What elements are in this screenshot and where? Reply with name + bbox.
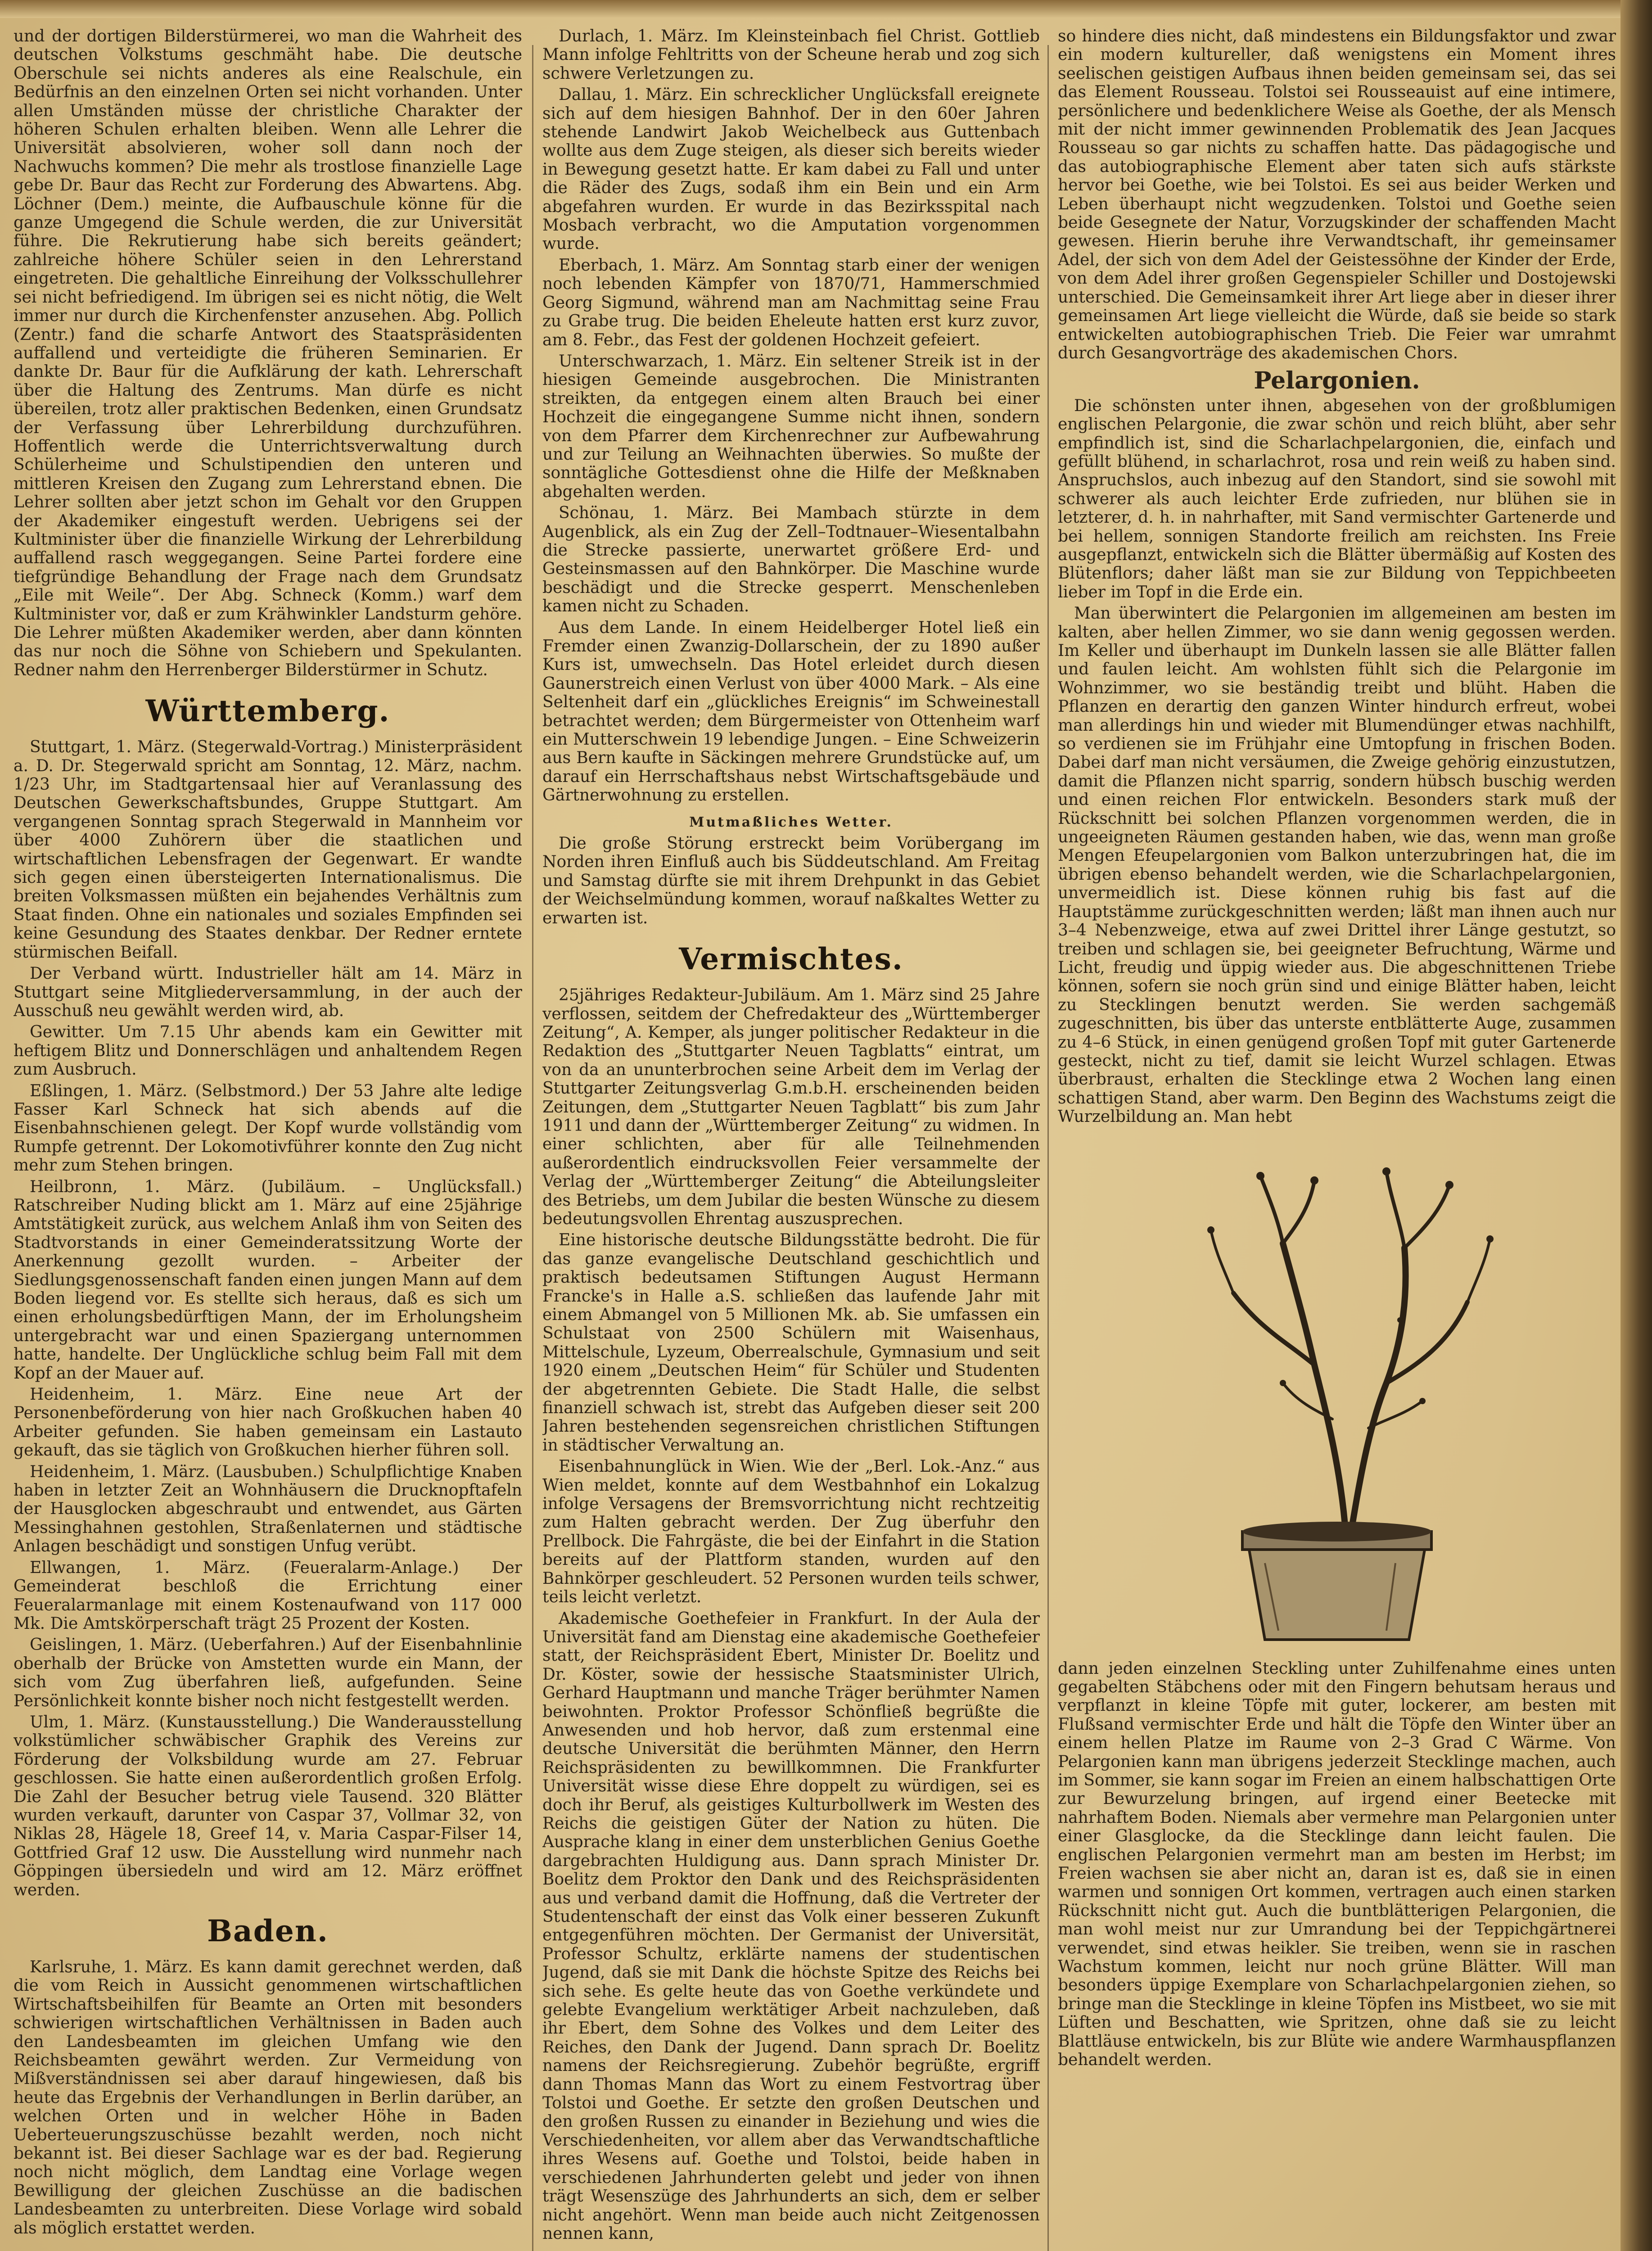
news-verband: Der Verband württ. Industrieller hält am 14. März in Stuttgart seine Mitgliederversammlung, in der auch der Ausschuß neu gewählt werden wird, ab.: [14, 964, 522, 1020]
pelargonien-paragraph-2: Man überwintert die Pelargonien im allgemeinen am besten im kalten, aber hellen Zimmer, wo sie dann wenig gegossen werden. Im Keller und überhaupt im Dunkeln lassen sie alle Blätter fallen und faulen leicht. Am wohlsten fühlt sich die Pelargonie im Wohnzimmer, wo sie beständig treibt und blüht. Haben die Pflanzen en derartig den ganzen Winter hindurch erfreut, wobei man allerdings hin und wieder mit Blumendünger etwas nachhilft, so verdienen sie im Frühjahr eine Umtopfung in frischen Boden. Dabei darf man nicht versäumen, die Zweige gehörig einzustutzen, damit die Pflanzen nicht sparrig, sondern hübsch buschig werden und einen reichen Flor entwickeln. Besonders stark muß der Rückschnitt bei solchen Pflanzen vorgenommen werden, die in ungeeigneten Räumen gestanden haben, wie das, wenn man große Mengen Efeupelargonien vom Balkon unterzubringen hat, die im übrigen ebenso behandelt werden, wie die Scharlachpelargonien, unvermeidlich ist. Diese können ruhig bis fast auf die Hauptstämme zurückgeschnitten werden; läßt man ihnen auch nur 3–4 Nebenzweige, etwa auf zwei Drittel ihrer Länge gestutzt, so treiben und schlagen sie, bei geeigneter Befruchtung, Wärme und Licht, freudig und üppig wieder aus. Die abgeschnittenen Triebe können, sofern sie noch grün sind und einige Blätter haben, leicht zu Stecklingen benutzt werden. Sie werden sachgemäß zugeschnitten, bis über das unterste entblätterte Auge, zusammen zu 4–6 Stück, in einen genügend großen Topf mit guter Gartenerde gesteckt, nicht zu tief, damit sie leicht Wurzel schlagen. Etwas überbraust, erhalten die Stecklinge etwa 2 Wochen lang einen schattigen Stand, aber warm. Den Beginn des Wachstums zeigt die Wurzelbildung an. Man hebt: [1058, 604, 1616, 1126]
news-schoenau: Schönau, 1. März. Bei Mambach stürzte in dem Augenblick, als ein Zug der Zell–Todtnauer–Wiesentalbahn die Strecke passierte, unerwartet größere Erd- und Gesteinsmassen auf den Bahnkörper. Die Maschine wurde beschädigt und die Strecke gesperrt. Menschenleben kamen nicht zu Schaden.: [542, 504, 1040, 616]
news-heidenheim-1: Heidenheim, 1. März. Eine neue Art der Personenbeförderung von hier nach Großkuchen haben 40 Arbeiter gefunden. Sie haben gemeinsam ein Lastauto gekauft, das sie täglich von Großkuchen hierher führen soll.: [14, 1385, 522, 1460]
pelargonien-paragraph-1: Die schönsten unter ihnen, abgesehen von der großblumigen englischen Pelargonie, die zwar schön und reich blüht, aber sehr empfindlich ist, sind die Scharlachpelargonien, die, einfach und gefüllt blühend, in scharlachrot, rosa und rein weiß zu haben sind. Anspruchslos, auch inbezug auf den Standort, sind sie sowohl mit schwerer als auch leichter Erde zufrieden, nur blühen sie in letzterer, d. h. in nahrhafter, mit Sand vermischter Gartenerde und bei hellem, sonnigen Standorte freilich am reichsten. Ins Freie ausgepflanzt, entwickeln sich die Blätter übermäßig auf Kosten des Blütenflors; daher läßt man sie zur Bildung von Teppichbeeten lieber im Topf in die Erde ein.: [1058, 396, 1616, 601]
page-binding-edge: [1620, 0, 1652, 2251]
news-stuttgart: Stuttgart, 1. März. (Stegerwald-Vortrag.) Ministerpräsident a. D. Dr. Stegerwald spricht am Sonntag, 12. März, nachm. 1/23 Uhr, im Stadtgartensaal hier auf Veranlassung des Deutschen Gewerkschaftsbundes, Gruppe Stuttgart. Am vergangenen Sonntag sprach Stegerwald in Mannheim vor über 4000 Zuhörern über die staatlichen und wirtschaftlichen Lebensfragen der Gegenwart. Er wandte sich gegen einen übersteigerten Internationalismus. Die breiten Volksmassen müßten ein bejahendes Verhältnis zum Staat finden. Ohne ein nationales und soziales Empfinden sei keine Gesundung des Staates denkbar. Der Redner erntete stürmischen Beifall.: [14, 738, 522, 962]
goethefeier-continued: so hindere dies nicht, daß mindestens ein Bildungsfaktor und zwar ein modern kultureller, daß wenigstens ein Moment ihres seelischen geistigen Aufbaus ihnen beiden gemeinsam sei, das sei das Element Rousseau. Tolstoi sei Rousseauist auf eine intimere, persönlichere und bedenklichere Weise als Goethe, der als Mensch mit der nicht immer gewinnenden Problematik des Jean Jacques Rousseau so gar nichts zu schaffen hatte. Das pädagogische und das autobiographische Element aber taten sich aufs stärkste hervor bei Goethe, wie bei Tolstoi. Es sei aus beider Werken und Leben überhaupt nicht wegzudenken. Tolstoi und Goethe seien beide Gesegnete der Natur, Vorzugskinder der schaffenden Macht gewesen. Hierin beruhe ihre Verwandtschaft, ihr gemeinsamer Adel, der sich von dem Adel der Geistessöhne der Kinder der Erde, von dem Adel ihrer großen Gegenspieler Schiller und Dostojewski unterschied. Die Gemeinsamkeit ihrer Art liege aber in dieser ihrer gemeinsamen Art liege vielleicht die Würde, daß sie beide so stark entwickelten autobiographischen Trieb. Die Feier war umrahmt durch Gesangvorträge des akademischen Chors.: [1058, 27, 1616, 362]
news-gewitter: Gewitter. Um 7.15 Uhr abends kam ein Gewitter mit heftigem Blitz und Donnerschlägen und anhaltendem Regen zum Ausbruch.: [14, 1023, 522, 1079]
news-eisenbahnunglueck-wien: Eisenbahnunglück in Wien. Wie der „Berl. Lok.-Anz.“ aus Wien meldet, konnte auf dem Westbahnhof ein Lokalzug infolge Versagens der Bremsvorrichtung nicht rechtzeitig zum Halten gebracht werden. Der Zug überfuhr den Prellbock. Die Fahrgäste, die bei der Einfahrt in die Station bereits auf der Plattform standen, wurden auf den Bahnkörper geschleudert. 52 Personen wurden teils schwer, teils leicht verletzt.: [542, 1457, 1040, 1607]
weather-heading: Mutmaßliches Wetter.: [689, 814, 893, 830]
page-top-edge: [0, 0, 1652, 18]
column-1: [14, 27, 522, 2251]
news-ellwangen: Ellwangen, 1. März. (Feueralarm-Anlage.) Der Gemeinderat beschloß die Errichtung einer Feueralarmanlage mit einem Kostenaufwand von 117 000 Mk. Die Amtskörperschaft trägt 25 Prozent der Kosten.: [14, 1558, 522, 1633]
column-rule-1: [532, 45, 533, 2251]
news-durlach: Durlach, 1. März. Im Kleinsteinbach fiel Christ. Gottlieb Mann infolge Fehltritts von der Scheune herab und zog sich schwere Verletzungen zu.: [542, 27, 1040, 83]
column-2: [542, 27, 1040, 2251]
article-heading-pelargonien: Pelargonien.: [1254, 367, 1420, 395]
news-ulm: Ulm, 1. März. (Kunstausstellung.) Die Wanderausstellung volkstümlicher schwäbischer Graphik des Vereins zur Förderung der Volksbildung wurde am 27. Februar geschlossen. Sie hatte einen außerordentlich großen Erfolg. Die Zahl der Besucher betrug viele Tausend. 320 Blätter wurden verkauft, darunter von Caspar 37, Vollmar 32, von Niklas 28, Hägele 18, Greef 14, v. Maria Caspar-Filser 14, Gottfried Graf 12 usw. Die Ausstellung wird nunmehr nach Göppingen übersiedeln und wird am 12. März eröffnet werden.: [14, 1713, 522, 1899]
news-unterschwarzach: Unterschwarzach, 1. März. Ein seltener Streik ist in der hiesigen Gemeinde ausgebrochen. Die Ministranten streikten, da entgegen einem alten Brauch bei einer Hochzeit die eingegangene Summe nicht ihnen, sondern von dem Pfarrer dem Kirchenrechner zur Aufbewahrung und zur Teilung an Weihnachten überwies. So mußte der sonntägliche Gottesdienst ohne die Hilfe der Meßknaben abgehalten werden.: [542, 352, 1040, 501]
news-bildungsstaette: Eine historische deutsche Bildungsstätte bedroht. Die für das ganze evangelische Deutschland geschichtlich und praktisch bedeutsamen Stiftungen August Hermann Francke's in Halle a.S. schließen das laufende Jahr mit einem Abmangel von 5 Millionen Mk. ab. Sie umfassen ein Schulstaat von 2500 Schülern mit Waisenhaus, Mittelschule, Lyzeum, Oberrealschule, Gymnasium und seit 1920 einem „Deutschen Heim“ für Schüler und Studenten der abgetrennten Gebiete. Die Stadt Halle, die selbst finanziell schwach ist, strebt das Aufgeben dieser seit 200 Jahren bestehenden segensreichen christlichen Stiftungen in städtischer Verwaltung an.: [542, 1231, 1040, 1455]
news-dallau: Dallau, 1. März. Ein schrecklicher Unglücksfall ereignete sich auf dem hiesigen Bahnhof. Der in den 60er Jahren stehende Landwirt Jakob Weichelbeck aus Guttenbach wollte aus dem Zuge steigen, als dieser sich bereits wieder in Bewegung gesetzt hatte. Er kam dabei zu Fall und unter die Räder des Zugs, sodaß ihm ein Bein und ein Arm abgefahren wurden. Er wurde in das Bezirksspital nach Mosbach verbracht, wo die Amputation vorgenommen wurde.: [542, 86, 1040, 253]
news-eberbach: Eberbach, 1. März. Am Sonntag starb einer der wenigen noch lebenden Kämpfer von 1870/71, Hammerschmied Georg Sigmund, während man am Nachmittag seine Frau zu Grabe trug. Die beiden Eheleute hatten erst kurz zuvor, am 8. Febr., das Fest der goldenen Hochzeit gefeiert.: [542, 256, 1040, 349]
news-goethefeier: Akademische Goethefeier in Frankfurt. In der Aula der Universität fand am Dienstag eine akademische Goethefeier statt, der Reichspräsident Ebert, Minister Dr. Boelitz und Dr. Köster, sowie der hessische Staatsminister Ulrich, Gerhard Hauptmann und manche Träger berühmter Namen beiwohnten. Proktor Professor Schönfließ begrüßte die Anwesenden und hob hervor, daß zum erstenmal eine deutsche Universität die berühmten Männer, den Herrn Reichspräsidenten zu bewillkommnen. Die Frankfurter Universität wisse diese Ehre doppelt zu würdigen, sei es doch ihr Beruf, als geistiges Kulturbollwerk im Westen des Reichs die geistigen Güter der Nation zu hüten. Die Ausprache klang in einer dem unsterblichen Genius Goethe dargebrachten Huldigung aus. Dann sprach Minister Dr. Boelitz dem Proktor den Dank und des Reichspräsidenten aus und verband damit die Hoffnung, daß die Vertreter der Studentenschaft der einst das Volk einer besseren Zukunft entgegenführen möchten. Der Germanist der Universität, Professor Schultz, erklärte namens der studentischen Jugend, daß sie mit Dank die höchste Spitze des Reichs bei sich sehe. Es gelte heute das von Goethe verkündete und gelebte Evangelium werktätiger Arbeit nachzuleben, daß ihr Ebert, dem Sohne des Volkes und dem Leiter des Reiches, den Dank der Jugend. Dann sprach Dr. Boelitz namens der Reichsregierung. Zubehör begrüßte, ergriff dann Thomas Mann das Wort zu einem Festvortrag über Tolstoi und Goethe. Er setzte den großen Deutschen und den großen Russen zu einander in Beziehung und wies die Verschiedenheiten, vor allem aber das Verwandtschaftliche ihres Wesens auf. Goethe und Tolstoi, beide haben in verschiedenen Jahrhunderten gelebt und jeder von ihnen trägt Wesenszüge des Jahrhunderts an sich, dem er selber nicht angehört. Wenn man beide auch nicht Zeitgenossen nennen kann,: [542, 1609, 1040, 2243]
column-rule-2: [1047, 45, 1049, 2251]
pelargonien-paragraph-3: dann jeden einzelnen Steckling unter Zuhilfenahme eines unten gegabelten Stäbchens oder mit den Fingern behutsam heraus und verpflanzt in kleine Töpfe mit guter, lockerer, am besten mit Flußsand vermischter Erde und hält die Töpfe den Winter über an einem hellen Platze im Raume von 2–3 Grad C Wärme. Von Pelargonien kann man übrigens jederzeit Stecklinge machen, auch im Sommer, sie kann sogar im Freien an einem halbschattigen Orte zur Bewurzelung bringen, auf irgend einer Beetecke mit nahrhaftem Boden. Niemals aber vermehre man Pelargonien unter einer Glasglocke, da die Stecklinge dann leicht faulen. Die englischen Pelargonien vermehrt man am besten im Herbst; im Freien wachsen sie aber nicht an, daran ist es, daß sie in einen warmen und sonnigen Ort kommen, vertragen auch einen starken Rückschnitt nicht gut. Auch die buntblätterigen Pelargonien, die man wohl meist nur zur Umrandung bei der Teppichgärtnerei verwendet, sind etwas heikler. Sie treiben, wenn sie in raschen Wachstum kommen, leicht nur noch grüne Blätter. Will man besonders üppige Exemplare von Scharlachpelargonien ziehen, so bringe man die Stecklinge in kleine Töpfen ins Mistbeet, wo sie mit Lüften und Beschatten, wie Spritzen, ohne daß sie zu leicht Blattläuse entwickeln, bis zur Blüte wie andere Warmhauspflanzen behandelt werden.: [1058, 1659, 1616, 2070]
weather-forecast: Die große Störung erstreckt beim Vorübergang im Norden ihren Einfluß auch bis Süddeutschland. Am Freitag und Samstag dürfte sie mit ihrem Drehpunkt in das Gebiet der Weichselmündung kommen, worauf naßkaltes Wetter zu erwarten ist.: [542, 834, 1040, 927]
news-redakteur-jubilaeum: 25jähriges Redakteur-Jubiläum. Am 1. März sind 25 Jahre verflossen, seitdem der Chefredakteur des „Württemberger Zeitung“, A. Kemper, als junger politischer Redakteur in die Redaktion des „Stuttgarter Neuen Tagblatts“ eintrat, um von da an ununterbrochen seine Arbeit dem im Verlag der Stuttgarter Zeitungsverlag G.m.b.H. erscheinenden beiden Zeitungen, dem „Stuttgarter Neuen Tagblatt“ bis zum Jahr 1911 und dann der „Württemberger Zeitung“ zu widmen. In einer schlichten, aber für alle Teilnehmenden außerordentlich eindrucksvollen Feier versammelte der Verlag der „Württemberger Zeitung“ die Abteilungsleiter des Betriebs, um dem Jubilar die besten Wünsche zu diesem bedeutungsvollen Ehrentag auszusprechen.: [542, 986, 1040, 1228]
section-heading-vermischtes: Vermischtes.: [679, 941, 903, 977]
column-3: [1058, 27, 1616, 2251]
news-geislingen: Geislingen, 1. März. (Ueberfahren.) Auf der Eisenbahnlinie oberhalb der Brücke von Amstetten wurde ein Mann, der sich vom Zug überfahren ließ, aufgefunden. Seine Persönlichkeit konnte bisher noch nicht festgestellt werden.: [14, 1636, 522, 1710]
news-esslingen: Eßlingen, 1. März. (Selbstmord.) Der 53 Jahre alte ledige Fasser Karl Schneck hat sich abends auf die Eisenbahnschienen gelegt. Der Kopf wurde vollständig vom Rumpfe getrennt. Der Lokomotivführer konnte den Zug nicht mehr zum Stehen bringen.: [14, 1081, 522, 1175]
landtag-report: und der dortigen Bilderstürmerei, wo man die Wahrheit des deutschen Volkstums geschmäht habe. Die deutsche Oberschule sei nichts anderes als eine Realschule, ein Bedürfnis an den einzelnen Orten sei nicht vorhanden. Unter allen Umständen müsse der christliche Charakter der höheren Schulen erhalten bleiben. Wenn alle Lehrer die Universität absolvieren, woher soll dann noch der Nachwuchs kommen? Die mehr als trostlose finanzielle Lage gebe Dr. Baur das Recht zur Forderung des Abwartens. Abg. Löchner (Dem.) meinte, die Aufbauschule könne für die ganze Umgegend die Schule werden, die zur Universität führe. Die Rekrutierung habe sich bereits geändert; zahlreiche höhere Schüler seien in den Lehrerstand eingetreten. Die gehaltliche Einreihung der Volksschullehrer sei nicht befriedigend. Im übrigen sei es nicht nötig, die Welt immer nur durch die Kirchenfenster anzusehen. Abg. Pollich (Zentr.) fand die scharfe Antwort des Staatspräsidenten auffallend und verteidigte die früheren Seminarien. Er dankte Dr. Baur für die Aufklärung der kath. Lehrerschaft über die Haltung des Zentrums. Man dürfe es nicht übereilen, trotz aller praktischen Bedenken, einen Grundsatz der Verfassung über Lehrerbildung durchzuführen. Hoffentlich werde die Unterrichtsverwaltung durch Schülerheime und Schulstipendien den unteren und mittleren Kreisen den Zugang zum Lehrerstand ebnen. Die Lehrer sollten aber jetzt schon im Gehalt vor den Gruppen der Akademiker eingestuft werden. Uebrigens sei der Kultminister über die finanzielle Wirkung der Lehrerbildung auffallend rasch weggegangen. Seine Partei fordere eine tiefgründige Behandlung der Frage nach dem Grundsatz „Eile mit Weile“. Der Abg. Schneck (Komm.) warf dem Kultminister vor, daß er zum Krähwinkler Landsturm gehöre. Die Lehrer müßten Akademiker werden, aber dann könnten das nur noch die Söhne von Schiebern und Spekulanten. Redner nahm den Herrenberger Bilderstürmer in Schutz.: [14, 27, 522, 679]
news-karlsruhe: Karlsruhe, 1. März. Es kann damit gerechnet werden, daß die vom Reich in Aussicht genommenen wirtschaftlichen Wirtschaftsbeihilfen für Beamte an Orten mit besonders schwierigen wirtschaftlichen Verhältnissen in Baden auch den Landesbeamten im gleichen Umfang wie den Reichsbeamten gewährt werden. Zur Vermeidung von Mißverständnissen sei aber darauf hingewiesen, daß bis heute das Ergebnis der Verhandlungen in Berlin darüber, an welchen Orten und in welcher Höhe in Baden Ueberteuerungszuschüsse bezahlt werden, noch nicht bekannt ist. Bei dieser Sachlage war es der bad. Regierung noch nicht möglich, dem Landtag eine Vorlage wegen Bewilligung der gleichen Zuschüsse an die badischen Landesbeamten zu unterbreiten. Diese Vorlage wird sobald als möglich erstattet werden.: [14, 1958, 522, 2237]
section-heading-wuerttemberg: Württemberg.: [145, 693, 390, 729]
news-aus-dem-lande: Aus dem Lande. In einem Heidelberger Hotel ließ ein Fremder einen Zwanzig-Dollarschein, der zu 1890 außer Kurs ist, umwechseln. Das Hotel erleidet durch diesen Gaunerstreich einen Verlust von über 4000 Mark. – Als eine Seltenheit darf ein „glückliches Ereignis“ im Schweinestall betrachtet werden; dem Bürgermeister von Ottenheim warf ein Mutterschwein 19 lebendige Jungen. – Eine Schweizerin aus Bern kaufte in Säckingen mehrere Grundstücke auf, um darauf ein Herrschaftshaus nebst Wirtschaftsgebäude und Gärtnerwohnung zu erstellen.: [542, 618, 1040, 805]
pelargonium-pot-illustration: [1134, 1131, 1539, 1653]
flower-pot: [1242, 1522, 1431, 1640]
news-heilbronn: Heilbronn, 1. März. (Jubiläum. – Unglücksfall.) Ratschreiber Nuding blickt am 1. März auf eine 25jährige Amtstätigkeit zurück, aus welchem Anlaß ihm von Seiten des Stadtvorstands in einer Gemeinderatssitzung Worte der Anerkennung gezollt wurden. – Arbeiter der Siedlungsgenossenschaft fanden einen jungen Mann auf dem Boden liegend vor. Es stellte sich heraus, daß es sich um einen erholungsbedürftigen Mann, der im Erholungsheim untergebracht war und einen Spaziergang unternommen hatte, handelte. Der Unglückliche schlug beim Fall mit dem Kopf an der Mauer auf.: [14, 1177, 522, 1383]
news-heidenheim-2: Heidenheim, 1. März. (Lausbuben.) Schulpflichtige Knaben haben in letzter Zeit an Wohnhäusern die Drucknopftafeln der Hausglocken abgeschraubt und entwendet, aus Gärten Messinghahnen gestohlen, Straßenlaternen und städtische Anlagen beschädigt und sonstigen Unfug verübt.: [14, 1462, 522, 1556]
section-heading-baden: Baden.: [207, 1913, 329, 1948]
